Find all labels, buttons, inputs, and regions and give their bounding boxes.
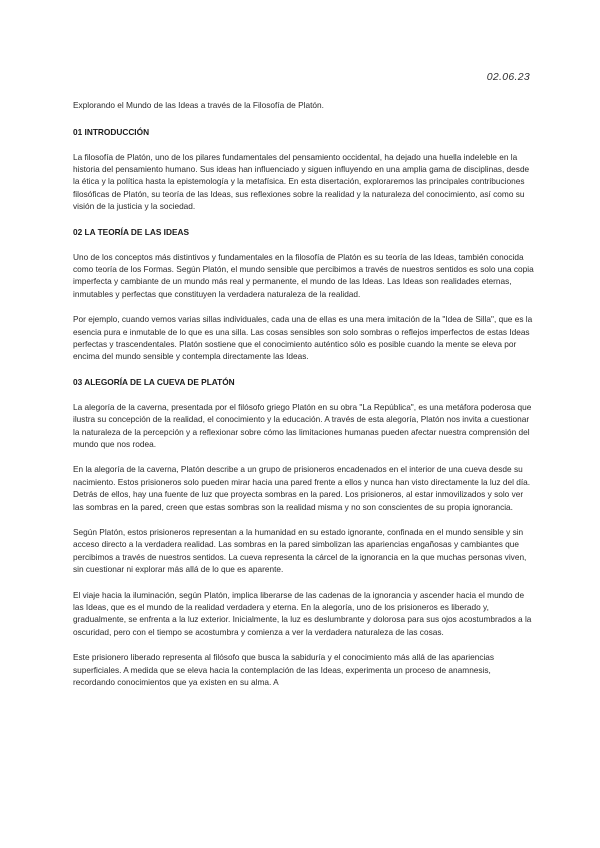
section-heading: 01 INTRODUCCIÓN	[73, 126, 150, 137]
paragraph: El viaje hacia la iluminación, según Platón, implica liberarse de las cadenas de la ignorancia y ascender hacia el mundo de las Ideas, que es el mundo de la realidad verdadera y eterna. En la alegoría, uno de los prisioneros es liberado y, gradualmente, se enfrenta a la luz exterior. Inicialmente, la luz es deslumbrante y dolorosa para sus ojos acostumbrados a la oscuridad, pero con el tiempo se acostumbra y comienza a ver la verdadera naturaleza de las cosas.	[73, 589, 532, 637]
section-heading: 03 ALEGORÍA DE LA CUEVA DE PLATÓN	[73, 376, 235, 387]
section-heading: 02 LA TEORÍA DE LAS IDEAS	[73, 226, 190, 237]
paragraph: Uno de los conceptos más distintivos y fundamentales en la filosofía de Platón es su teoría de las Ideas, también conocida como teoría de los Formas. Según Platón, el mundo sensible que percibimos a través de nuestros sentidos es solo una copia imperfecta y cambiante de un mundo más real y permanente, el mundo de las Ideas. Las Ideas son realidades eternas, inmutables y perfectas que constituyen la verdadera naturaleza de la realidad.	[73, 251, 534, 299]
document-intro: Explorando el Mundo de las Ideas a través de la Filosofía de Platón.	[73, 100, 324, 110]
section-alegoria-cueva	[73, 376, 535, 689]
section-teoria-ideas	[73, 226, 535, 363]
paragraph: La alegoría de la caverna, presentada por el filósofo griego Platón en su obra "La República", es una metáfora poderosa que ilustra su concepción de la realidad, el conocimiento y la educación. A través de esta alegoría, Platón nos invita a cuestionar la naturaleza de la percepción y a reflexionar sobre cómo las limitaciones humanas pueden afectar nuestra comprensión del mundo que nos rodea.	[73, 401, 532, 449]
section-introduccion	[73, 126, 535, 213]
paragraph: En la alegoría de la caverna, Platón describe a un grupo de prisioneros encadenados en el interior de una cueva desde su nacimiento. Estos prisioneros solo pueden mirar hacia una pared frente a ellos y nunca han visto directamente la luz del día. Detrás de ellos, hay una fuente de luz que proyecta sombras en la pared. Los prisioneros, al estar inmovilizados y solo ver las sombras en la pared, creen que estas sombras son la realidad misma y no son conscientes de su propia ignorancia.	[73, 464, 531, 512]
paragraph: La filosofía de Platón, uno de los pilares fundamentales del pensamiento occidental, ha dejado una huella indeleble en la historia del pensamiento humano. Sus ideas han influenciado y siguen influyendo en una amplia gama de disciplinas, desde la ética y la política hasta la epistemología y la metafísica. En esta disertación, exploraremos las principales contribuciones filosóficas de Platón, su teoría de las Ideas, sus reflexiones sobre la realidad y la naturaleza del conocimiento, así como su visión de la justicia y la sociedad.	[73, 151, 530, 212]
paragraph: Este prisionero liberado representa al filósofo que busca la sabiduría y el conocimiento más allá de las apariencias superficiales. A medida que se eleva hacia la contemplación de las Ideas, experimenta un proceso de anamnesis, recordando conocimientos que ya existen en su alma. A	[73, 652, 495, 688]
paragraph: Por ejemplo, cuando vemos varias sillas individuales, cada una de ellas es una mera imitación de la "Idea de Silla", que es la esencia pura e inmutable de lo que es una silla. Las cosas sensibles son solo sombras o reflejos imperfectos de estas Ideas perfectas y trascendentales. Platón sostiene que el conocimiento auténtico sólo es posible cuando la mente se eleva por encima del mundo sensible y contempla directamente las Ideas.	[73, 314, 533, 362]
document-body	[73, 99, 535, 702]
document-date: 02.06.23	[486, 71, 530, 83]
paragraph: Según Platón, estos prisioneros representan a la humanidad en su estado ignorante, confinada en el mundo sensible y sin acceso directo a la verdadera realidad. Las sombras en la pared simbolizan las apariencias engañosas y cambiantes que percibimos a través de nuestros sentidos. La cueva representa la cárcel de la ignorancia en la que muchas personas viven, sin cuestionar ni explorar más allá de lo que es aparente.	[73, 527, 527, 575]
